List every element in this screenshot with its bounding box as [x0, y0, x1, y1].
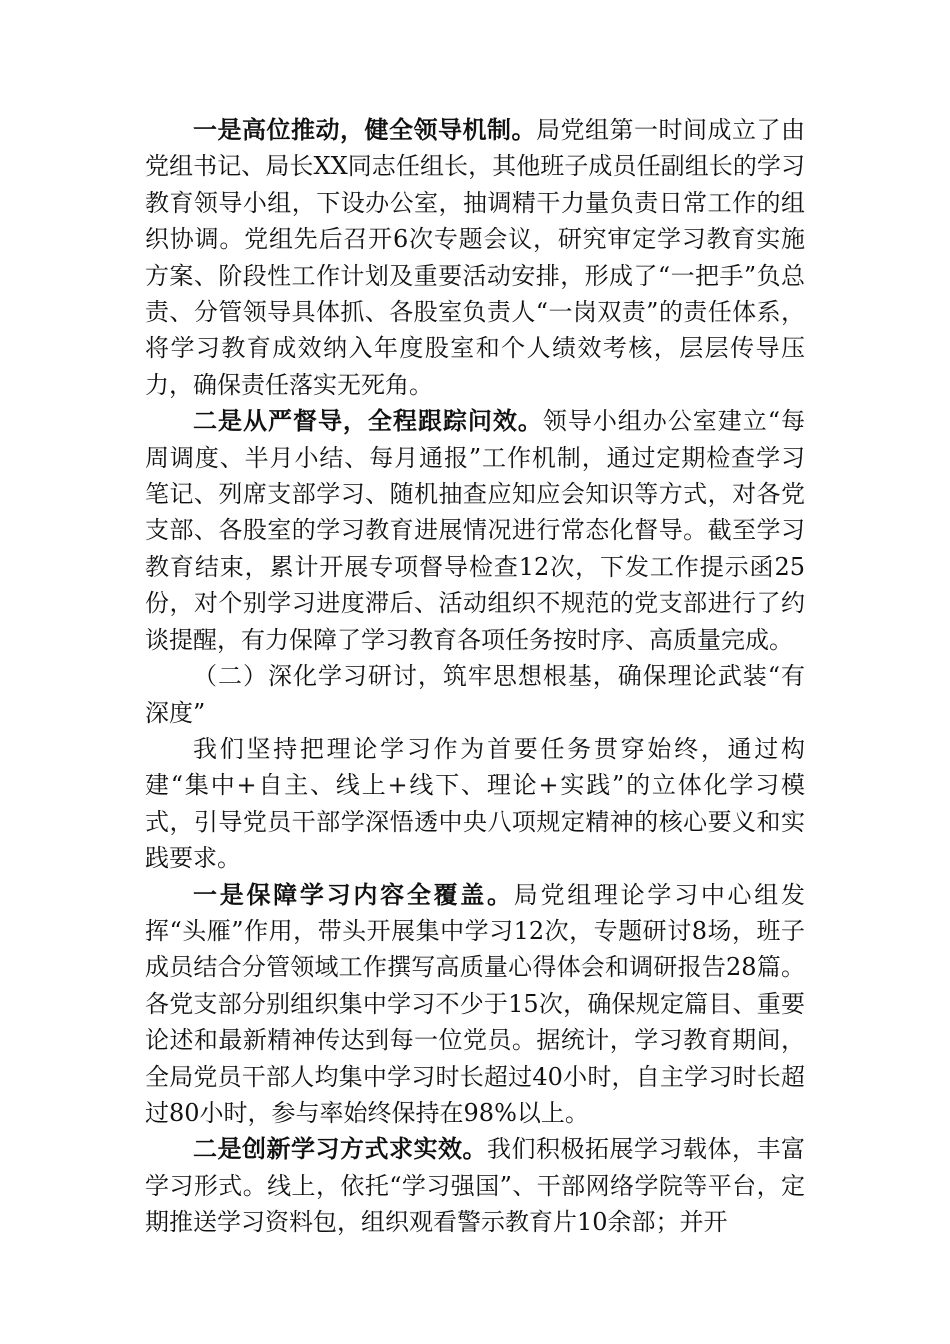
paragraph-lead: 二是创新学习方式求实效。 — [193, 1134, 487, 1164]
document-page — [145, 112, 805, 1241]
paragraph-leadership-mechanism — [145, 112, 805, 403]
paragraph-lead: 二是从严督导，全程跟踪问效。 — [193, 406, 543, 436]
section-heading-2 — [145, 658, 805, 731]
paragraph-learning-methods — [145, 1131, 805, 1240]
paragraph-supervision — [145, 403, 805, 658]
paragraph-body: 局党组第一时间成立了由党组书记、局长XX同志任组长，其他班子成员任副组长的学习教育领导小组，下设办公室，抽调精干力量负责日常工作的组织协调。党组先后召开6次专题会议，研究审定学习教育实施方案、阶段性工作计划及重要活动安排，形成了“一把手”负总责、分管领导具体抓、各股室负责人“一岗双责”的责任体系，将学习教育成效纳入年度股室和个人绩效考核，层层传导压力，确保责任落实无死角。 — [145, 116, 805, 399]
paragraph-lead: 一是保障学习内容全覆盖。 — [193, 879, 514, 909]
paragraph-body: 我们积极拓展学习载体，丰富学习形式。线上，依托“学习强国”、干部网络学院等平台，定期推送学习资料包，组织观看警示教育片10余部；并开 — [145, 1135, 805, 1237]
paragraph-body: 领导小组办公室建立“每周调度、半月小结、每月通报”工作机制，通过定期检查学习笔记、列席支部学习、随机抽查应知应会知识等方式，对各党支部、各股室的学习教育进展情况进行常态化督导。截至学习教育结束，累计开展专项督导检查12次，下发工作提示函25份，对个别学习进度滞后、活动组织不规范的党支部进行了约谈提醒，有力保障了学习教育各项任务按时序、高质量完成。 — [145, 407, 805, 654]
paragraph-content-coverage — [145, 877, 805, 1132]
paragraph-body: 我们坚持把理论学习作为首要任务贯穿始终，通过构建“集中+自主、线上+线下、理论+实践”的立体化学习模式，引导党员干部学深悟透中央八项规定精神的核心要义和实践要求。 — [145, 734, 805, 873]
paragraph-intro — [145, 731, 805, 877]
paragraph-lead: 一是高位推动，健全领导机制。 — [193, 115, 536, 144]
section-heading-text: （二）深化学习研讨，筑牢思想根基，确保理论武装“有深度” — [145, 662, 805, 727]
paragraph-body: 局党组理论学习中心组发挥“头雁”作用，带头开展集中学习12次，专题研讨8场，班子成员结合分管领域工作撰写高质量心得体会和调研报告28篇。各党支部分别组织集中学习不少于15次，确保规定篇目、重要论述和最新精神传达到每一位党员。据统计，学习教育期间，全局党员干部人均集中学习时长超过40小时，自主学习时长超过80小时，参与率始终保持在98%以上。 — [145, 880, 806, 1127]
